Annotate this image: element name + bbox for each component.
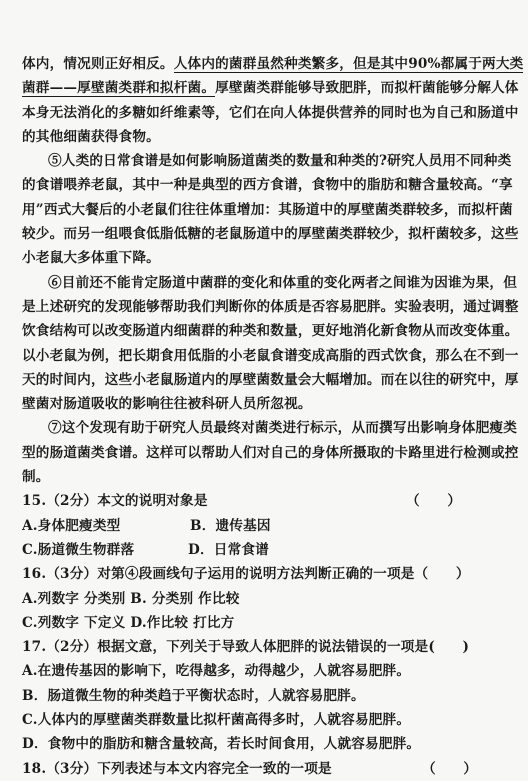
option-b: B．肠道微生物的种类趋于平衡状态时，人就容易肥胖。 [22, 687, 365, 704]
paragraph-5-line: 较少。而另一组喂食低脂低糖的老鼠肠道中的厚壁菌类群较少，拟杆菌较多，这些 [22, 226, 519, 243]
question-16-options-cd: C.列数字 下定义 D.作比较 打比方 [22, 614, 235, 631]
passage-line [22, 76, 519, 100]
paragraph-5-line: ⑤人类的日常食谱是如何影响肠道菌类的数量和种类的?研究人员用不同种类 [48, 153, 512, 170]
paragraph-6-line: 天的时间内，这些小老鼠肠道内的厚壁菌数量会大幅增加。而在以往的研究中，厚 [22, 371, 519, 388]
question-15-options-row [22, 538, 506, 562]
question-15-stem: 15.（2分）本文的说明对象是 [22, 493, 208, 510]
option-d: D．日常食谱 [188, 541, 269, 558]
paragraph-6-line: 以小老鼠为例，把长期食用低脂的小老鼠食谱变成高脂的西式饮食，那么在不到一 [22, 347, 519, 364]
paragraph-7-line: 型的肠道菌类食谱。这样可以帮助人们对自己的身体所摄取的卡路里进行检测或控 [22, 444, 519, 461]
underlined-sentence: 菌群——厚壁菌类群和拟杆菌。 [22, 80, 216, 97]
question-16-stem: 16.（3分）对第④段画线句子运用的说明方法判断正确的一项是（ ） [22, 566, 470, 583]
option-a: A.身体肥瘦类型 [22, 517, 121, 534]
paragraph-6-line: 壁菌对肠道吸收的影响往往被科研人员所忽视。 [22, 396, 312, 413]
underlined-sentence: 人体内的菌群虽然种类繁多，但是其中90%都属于两大类 [173, 56, 524, 72]
option-c: C.人体内的厚壁菌类群数量比拟杆菌高得多时，人就容易肥胖。 [22, 712, 411, 729]
option-d: D．食物中的脂肪和糖含量较高，若长时间食用，人就容易肥胖。 [22, 736, 421, 753]
exam-page [22, 52, 524, 781]
question-18-stem: 18.（3分）下列表述与本文内容完全一致的一项是 [22, 760, 332, 777]
question-16-options-ab: A.列数字 分类别 B. 分类别 作比较 [22, 590, 240, 607]
answer-blank: （ ） [422, 760, 478, 777]
paragraph-5-line: 的食谱喂养老鼠，其中一种是典型的西方食谱，食物中的脂肪和糖含量较高。“享 [22, 177, 513, 194]
answer-blank: （ ） [406, 493, 462, 510]
paragraph-5-line: 用”西式大餐后的小老鼠们往往体重增加：其肠道中的厚壁菌类群较多，而拟杆菌 [22, 201, 513, 218]
option-b: B．遗传基因 [190, 517, 271, 534]
question-17-stem: 17.（2分）根据文意，下列关于导致人体肥胖的说法错误的一项是( ) [22, 639, 470, 656]
passage-text: 厚壁菌类群能够导致肥胖，而拟杆菌能够分解人体 [215, 80, 519, 97]
passage-line: 本身无法消化的多糖如纤维素等，它们在向人体提供营养的同时也为自己和肠道中 [22, 104, 519, 121]
option-a: A.在遗传基因的影响下，吃得越多，动得越少，人就容易肥胖。 [22, 663, 411, 680]
paragraph-6-line: 是上述研究的发现能够帮助我们判断你的体质是否容易肥胖。实验表明，通过调整 [22, 298, 519, 315]
question-15-options-row [22, 514, 506, 538]
question-18 [22, 757, 506, 781]
paragraph-7-line: ⑦这个发现有助于研究人员最终对菌类进行标示，从而撰写出影响身体肥瘦类 [48, 420, 517, 437]
paragraph-6-line: 饮食结构可以改变肠道内细菌群的种类和数量，更好地消化新食物从而改变体重。 [22, 323, 519, 340]
paragraph-6-line: ⑥目前还不能肯定肠道中菌群的变化和体重的变化两者之间谁为因谁为果，但 [48, 274, 517, 291]
passage-line [22, 52, 524, 76]
passage-line: 的其他细菌获得食物。 [22, 128, 160, 145]
paragraph-7-line: 制。 [22, 469, 50, 486]
question-15 [22, 489, 506, 513]
paragraph-5-line: 小老鼠大多体重下降。 [22, 250, 160, 267]
option-c: C.肠道微生物群落 [22, 541, 135, 558]
passage-text: 体内，情况则正好相反。 [22, 56, 174, 72]
